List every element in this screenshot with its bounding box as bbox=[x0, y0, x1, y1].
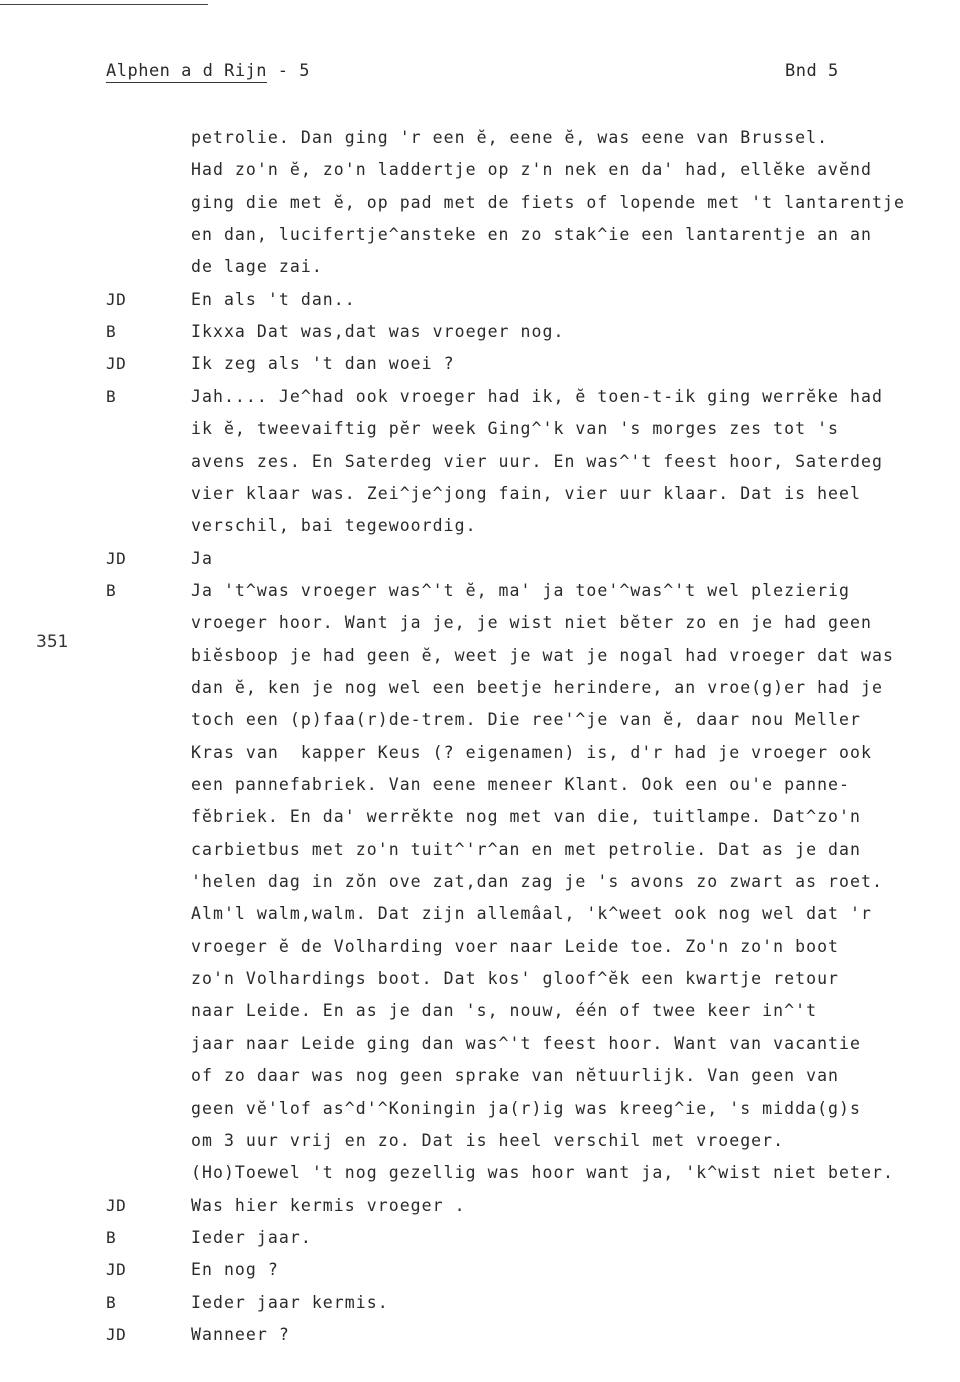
speaker-label: B bbox=[106, 581, 117, 600]
transcript-line: Ikxxa Dat was,dat was vroeger nog. bbox=[191, 322, 565, 341]
transcript-line: geen vĕ'lof as^d'^Koningin ja(r)ig was kreeg^ie, 's midda(g)s bbox=[191, 1099, 862, 1118]
margin-note: 351 bbox=[36, 632, 69, 652]
transcript-line: of zo daar was nog geen sprake van nĕtuurlijk. Van geen van bbox=[191, 1066, 840, 1085]
header-tape: Bnd 5 bbox=[785, 61, 839, 81]
speaker-label: JD bbox=[106, 1196, 127, 1215]
speaker-label: JD bbox=[106, 1260, 127, 1279]
speaker-label: JD bbox=[106, 1325, 127, 1344]
transcript-line: naar Leide. En as je dan 's, nouw, één of twee keer in^'t bbox=[191, 1001, 818, 1020]
transcript-line: Ja bbox=[191, 549, 213, 568]
transcript-line: 'helen dag in zŏn ove zat,dan zag je 's avons zo zwart as roet. bbox=[191, 872, 883, 891]
header-title: Alphen a d Rijn bbox=[106, 61, 268, 81]
speaker-label: JD bbox=[106, 354, 127, 373]
header-page: - 5 bbox=[277, 61, 310, 81]
transcript-line: zo'n Volhardings boot. Dat kos' gloof^ĕk een kwartje retour bbox=[191, 969, 840, 988]
transcript-line: petrolie. Dan ging 'r een ĕ, eene ĕ, was eene van Brussel. bbox=[191, 128, 829, 147]
transcript-line: En nog ? bbox=[191, 1260, 279, 1279]
transcript-line: Was hier kermis vroeger . bbox=[191, 1196, 466, 1215]
speaker-label: JD bbox=[106, 290, 127, 309]
speaker-label: B bbox=[106, 1228, 117, 1247]
transcript-line: Had zo'n ĕ, zo'n laddertje op z'n nek en da' had, ellĕke avĕnd bbox=[191, 160, 872, 179]
transcript-line: en dan, lucifertje^ansteke en zo stak^ie een lantarentje an an bbox=[191, 225, 872, 244]
transcript-line: ik ĕ, tweevaiftig pĕr week Ging^'k van 's morges zes tot 's bbox=[191, 419, 840, 438]
transcript-line: vier klaar was. Zei^je^jong fain, vier uur klaar. Dat is heel bbox=[191, 484, 862, 503]
transcript-line: verschil, bai tegewoordig. bbox=[191, 516, 477, 535]
transcript-line: een pannefabriek. Van eene meneer Klant. Ook een ou'e panne- bbox=[191, 775, 851, 794]
top-rule bbox=[0, 4, 208, 5]
transcript-line: avens zes. En Saterdeg vier uur. En was^'t feest hoor, Saterdeg bbox=[191, 452, 883, 471]
transcript-line: Ieder jaar kermis. bbox=[191, 1293, 389, 1312]
transcript-line: Ieder jaar. bbox=[191, 1228, 312, 1247]
speaker-label: JD bbox=[106, 549, 127, 568]
transcript-line: vroeger hoor. Want ja je, je wist niet bĕter zo en je had geen bbox=[191, 613, 872, 632]
transcript-line: vroeger ĕ de Volharding voer naar Leide toe. Zo'n zo'n boot bbox=[191, 937, 840, 956]
transcript-line: fĕbriek. En da' werrĕkte nog met van die, tuitlampe. Dat^zo'n bbox=[191, 807, 862, 826]
transcript-line: ging die met ĕ, op pad met de fiets of lopende met 't lantarentje bbox=[191, 193, 905, 212]
transcript-line: de lage zai. bbox=[191, 257, 323, 276]
transcript-line: (Ho)Toewel 't nog gezellig was hoor want ja, 'k^wist niet beter. bbox=[191, 1163, 894, 1182]
transcript-line: dan ĕ, ken je nog wel een beetje herindere, an vroe(g)er had je bbox=[191, 678, 883, 697]
transcript-line: Alm'l walm,walm. Dat zijn allemâal, 'k^weet ook nog wel dat 'r bbox=[191, 904, 872, 923]
transcript-line: carbietbus met zo'n tuit^'r^an en met petrolie. Dat as je dan bbox=[191, 840, 862, 859]
transcript-line: Wanneer ? bbox=[191, 1325, 290, 1344]
transcript-line: Kras van kapper Keus (? eigenamen) is, d'r had je vroeger ook bbox=[191, 743, 872, 762]
transcript-line: biĕsboop je had geen ĕ, weet je wat je nogal had vroeger dat was bbox=[191, 646, 894, 665]
transcript-line: En als 't dan.. bbox=[191, 290, 356, 309]
page-header-left bbox=[106, 61, 310, 81]
transcript-line: Ja 't^was vroeger was^'t ĕ, ma' ja toe'^was^'t wel plezierig bbox=[191, 581, 851, 600]
transcript-line: Ik zeg als 't dan woei ? bbox=[191, 354, 455, 373]
transcript-line: Jah.... Je^had ook vroeger had ik, ĕ toen-t-ik ging werrĕke had bbox=[191, 387, 883, 406]
transcript-line: om 3 uur vrij en zo. Dat is heel verschil met vroeger. bbox=[191, 1131, 785, 1150]
transcript-line: jaar naar Leide ging dan was^'t feest hoor. Want van vacantie bbox=[191, 1034, 862, 1053]
transcript-line: toch een (p)faa(r)de-trem. Die ree'^je van ĕ, daar nou Meller bbox=[191, 710, 862, 729]
speaker-label: B bbox=[106, 322, 117, 341]
speaker-label: B bbox=[106, 387, 117, 406]
speaker-label: B bbox=[106, 1293, 117, 1312]
